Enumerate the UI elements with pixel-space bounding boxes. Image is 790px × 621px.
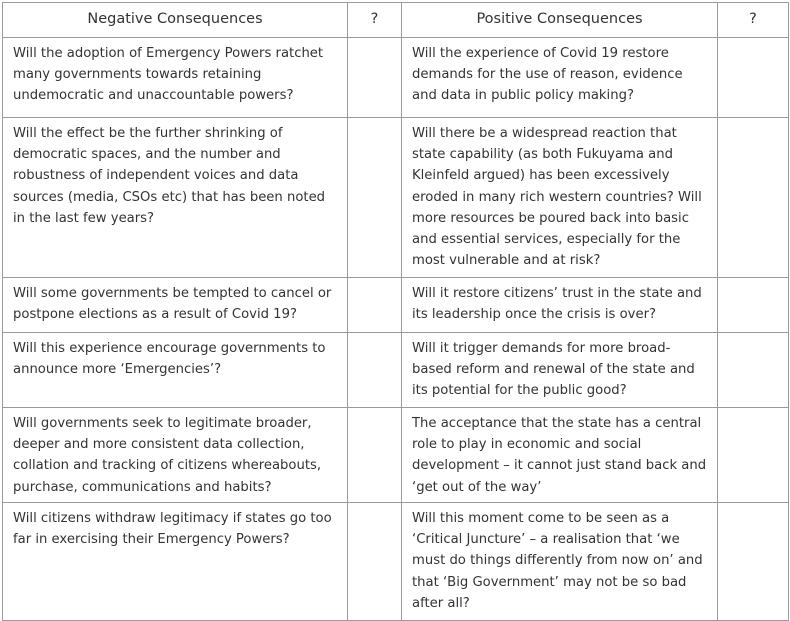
table-row <box>3 278 789 333</box>
positive-answer-cell <box>718 38 789 118</box>
consequences-table <box>2 2 789 621</box>
table-row <box>3 408 789 503</box>
table-row <box>3 38 789 118</box>
positive-answer-cell <box>718 503 789 621</box>
positive-answer-cell <box>718 408 789 503</box>
negative-consequences-header: Negative Consequences <box>3 3 348 38</box>
positive-consequence-cell: Will there be a widespread reaction that state capability (as both Fukuyama and Kleinfeld argued) has been excessively eroded in many rich western countries? Will more resources be poured back into basic and essential services, especially for the most vulnerable and at risk? <box>402 118 718 278</box>
positive-consequence-cell: Will this moment come to be seen as a ‘Critical Juncture’ – a realisation that ‘we must do things differently from now on’ and that ‘Big Government’ may not be so bad after all? <box>402 503 718 621</box>
negative-answer-cell <box>348 333 402 408</box>
negative-consequence-cell: Will citizens withdraw legitimacy if states go too far in exercising their Emergency Powers? <box>3 503 348 621</box>
negative-consequence-cell: Will this experience encourage governments to announce more ‘Emergencies’? <box>3 333 348 408</box>
positive-answer-cell <box>718 118 789 278</box>
positive-consequence-cell: Will it trigger demands for more broad-based reform and renewal of the state and its potential for the public good? <box>402 333 718 408</box>
negative-consequence-cell: Will governments seek to legitimate broader, deeper and more consistent data collection, collation and tracking of citizens whereabouts, purchase, communications and habits? <box>3 408 348 503</box>
negative-answer-cell <box>348 408 402 503</box>
table-row <box>3 118 789 278</box>
negative-answer-cell <box>348 278 402 333</box>
positive-question-header: ? <box>718 3 789 38</box>
positive-answer-cell <box>718 333 789 408</box>
negative-consequence-cell: Will the adoption of Emergency Powers ratchet many governments towards retaining undemocratic and unaccountable powers? <box>3 38 348 118</box>
positive-consequence-cell: The acceptance that the state has a central role to play in economic and social development – it cannot just stand back and ‘get out of the way’ <box>402 408 718 503</box>
negative-question-header: ? <box>348 3 402 38</box>
negative-consequence-cell: Will the effect be the further shrinking of democratic spaces, and the number and robustness of independent voices and data sources (media, CSOs etc) that has been noted in the last few years? <box>3 118 348 278</box>
positive-consequence-cell: Will the experience of Covid 19 restore demands for the use of reason, evidence and data in public policy making? <box>402 38 718 118</box>
negative-answer-cell <box>348 118 402 278</box>
positive-consequences-header: Positive Consequences <box>402 3 718 38</box>
positive-consequence-cell: Will it restore citizens’ trust in the state and its leadership once the crisis is over? <box>402 278 718 333</box>
header-row <box>3 3 789 38</box>
positive-answer-cell <box>718 278 789 333</box>
negative-answer-cell <box>348 38 402 118</box>
negative-answer-cell <box>348 503 402 621</box>
table-row <box>3 503 789 621</box>
table-row <box>3 333 789 408</box>
negative-consequence-cell: Will some governments be tempted to cancel or postpone elections as a result of Covid 19? <box>3 278 348 333</box>
